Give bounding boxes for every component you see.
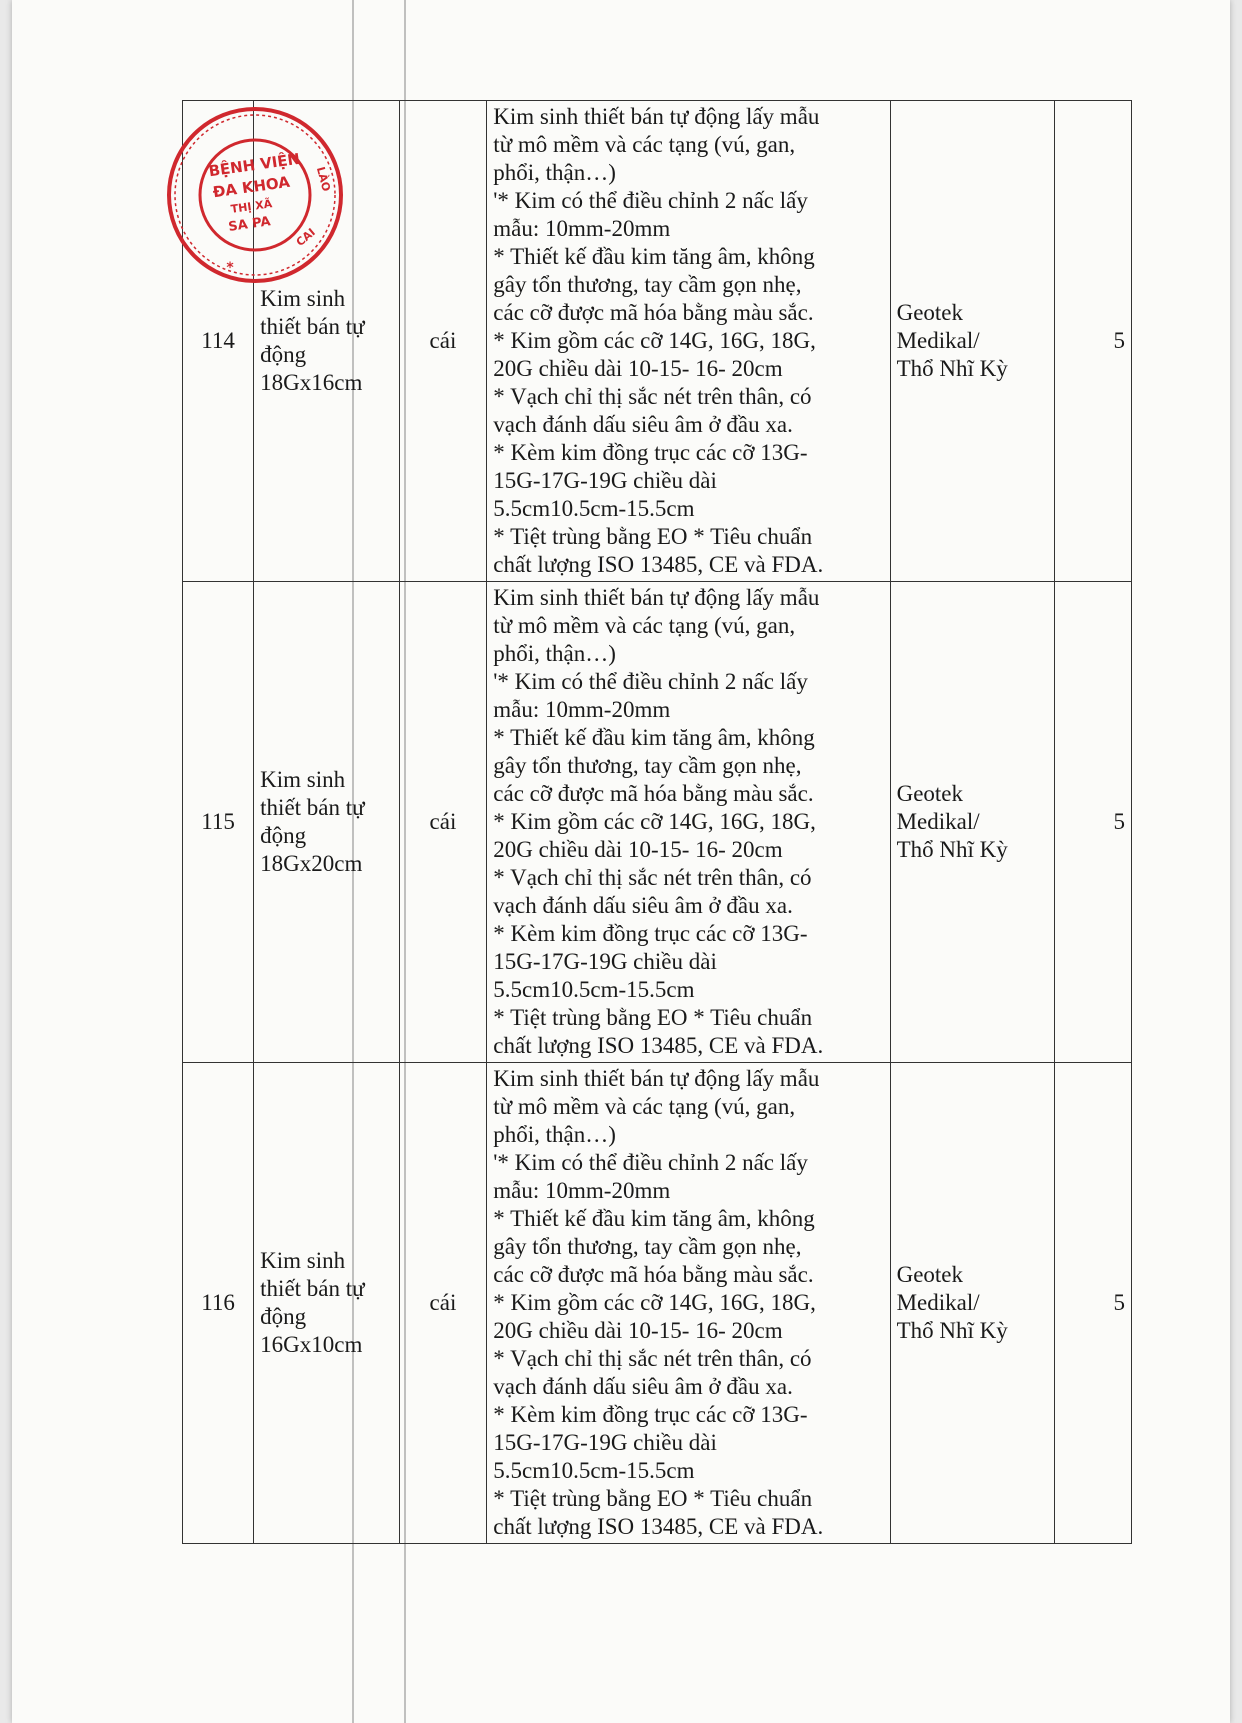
specification-cell xyxy=(487,101,890,582)
specification-line: 5.5cm10.5cm-15.5cm xyxy=(493,1458,695,1483)
specification-line: * Kèm kim đồng trục các cỡ 13G- xyxy=(493,921,808,946)
specification-line: vạch đánh dấu siêu âm ở đầu xa. xyxy=(493,1374,793,1399)
item-name-line: Kim sinh xyxy=(260,1248,346,1273)
item-name-cell xyxy=(254,582,399,1063)
item-name-line: động xyxy=(260,1304,307,1329)
specification-line: các cỡ được mã hóa bằng màu sắc. xyxy=(493,300,814,325)
row-number-cell: 115 xyxy=(183,582,254,1063)
origin-cell xyxy=(890,582,1054,1063)
specification-line: * Tiệt trùng bằng EO * Tiêu chuẩn xyxy=(493,1005,813,1030)
specification-cell xyxy=(487,1063,890,1544)
origin-line: Thổ Nhĩ Kỳ xyxy=(896,1318,1008,1343)
origin-cell xyxy=(890,101,1054,582)
specification-line: * Vạch chỉ thị sắc nét trên thân, có xyxy=(493,1346,812,1371)
origin-line: Geotek xyxy=(896,781,964,806)
specification-line: 15G-17G-19G chiều dài xyxy=(493,1430,717,1455)
specification-line: '* Kim có thể điều chỉnh 2 nấc lấy xyxy=(493,669,808,694)
svg-text:SA PA: SA PA xyxy=(227,214,272,235)
specification-line: Kim sinh thiết bán tự động lấy mẫu xyxy=(493,104,820,129)
specification-line: mẫu: 10mm-20mm xyxy=(493,697,671,722)
specification-line: '* Kim có thể điều chỉnh 2 nấc lấy xyxy=(493,1150,808,1175)
svg-text:ĐA KHOA: ĐA KHOA xyxy=(211,172,291,202)
specification-line: vạch đánh dấu siêu âm ở đầu xa. xyxy=(493,412,793,437)
specification-line: Kim sinh thiết bán tự động lấy mẫu xyxy=(493,585,820,610)
specification-line: phổi, thận…) xyxy=(493,1122,616,1147)
item-name-line: động xyxy=(260,823,307,848)
svg-text:LÀO: LÀO xyxy=(313,165,333,193)
specification-cell xyxy=(487,582,890,1063)
specification-line: * Vạch chỉ thị sắc nét trên thân, có xyxy=(493,865,812,890)
specification-line: 5.5cm10.5cm-15.5cm xyxy=(493,496,695,521)
specification-line: từ mô mềm và các tạng (vú, gan, xyxy=(493,1094,796,1119)
specification-line: các cỡ được mã hóa bằng màu sắc. xyxy=(493,781,814,806)
specification-line: * Tiệt trùng bằng EO * Tiêu chuẩn xyxy=(493,524,813,549)
unit-cell: cái xyxy=(399,101,487,582)
specification-line: 5.5cm10.5cm-15.5cm xyxy=(493,977,695,1002)
specification-line: * Vạch chỉ thị sắc nét trên thân, có xyxy=(493,384,812,409)
quantity-cell: 5 xyxy=(1054,582,1131,1063)
item-name-line: Kim sinh xyxy=(260,767,346,792)
specification-line: mẫu: 10mm-20mm xyxy=(493,1178,671,1203)
item-name-line: Kim sinh xyxy=(260,286,346,311)
specification-line: 15G-17G-19G chiều dài xyxy=(493,949,717,974)
document-page xyxy=(12,0,1230,1723)
specification-line: 15G-17G-19G chiều dài xyxy=(493,468,717,493)
specification-line: phổi, thận…) xyxy=(493,160,616,185)
specification-line: từ mô mềm và các tạng (vú, gan, xyxy=(493,613,796,638)
hospital-seal-stamp xyxy=(160,100,350,290)
specification-line: * Kèm kim đồng trục các cỡ 13G- xyxy=(493,440,808,465)
item-name-line: thiết bán tự xyxy=(260,795,365,820)
specification-line: * Kim gồm các cỡ 14G, 16G, 18G, xyxy=(493,328,816,353)
specification-line: * Thiết kế đầu kim tăng âm, không xyxy=(493,1206,815,1231)
items-table-body xyxy=(183,101,1132,1544)
quantity-cell: 5 xyxy=(1054,101,1131,582)
specification-line: Kim sinh thiết bán tự động lấy mẫu xyxy=(493,1066,820,1091)
item-name-line: động xyxy=(260,342,307,367)
table-row xyxy=(183,1063,1132,1544)
specification-line: * Kim gồm các cỡ 14G, 16G, 18G, xyxy=(493,1290,816,1315)
specification-line: chất lượng ISO 13485, CE và FDA. xyxy=(493,1514,824,1539)
specification-line: 20G chiều dài 10-15- 16- 20cm xyxy=(493,837,783,862)
svg-text:*: * xyxy=(226,260,234,276)
specification-line: * Kim gồm các cỡ 14G, 16G, 18G, xyxy=(493,809,816,834)
specification-line: '* Kim có thể điều chỉnh 2 nấc lấy xyxy=(493,188,808,213)
specification-line: các cỡ được mã hóa bằng màu sắc. xyxy=(493,1262,814,1287)
specification-line: * Tiệt trùng bằng EO * Tiêu chuẩn xyxy=(493,1486,813,1511)
specification-line: mẫu: 10mm-20mm xyxy=(493,216,671,241)
specification-line: gây tổn thương, tay cầm gọn nhẹ, xyxy=(493,1234,802,1259)
specification-line: 20G chiều dài 10-15- 16- 20cm xyxy=(493,356,783,381)
specification-line: chất lượng ISO 13485, CE và FDA. xyxy=(493,1033,824,1058)
row-number-cell: 114 xyxy=(183,101,254,582)
specification-line: 20G chiều dài 10-15- 16- 20cm xyxy=(493,1318,783,1343)
item-name-line: thiết bán tự xyxy=(260,314,365,339)
origin-line: Medikal/ xyxy=(896,809,980,834)
svg-text:BỆNH VIỆN: BỆNH VIỆN xyxy=(207,149,302,181)
specification-line: gây tổn thương, tay cầm gọn nhẹ, xyxy=(493,753,802,778)
item-name-line: thiết bán tự xyxy=(260,1276,365,1301)
item-name-cell xyxy=(254,1063,399,1544)
origin-line: Geotek xyxy=(896,300,964,325)
svg-text:THỊ XÃ: THỊ XÃ xyxy=(229,197,274,216)
origin-line: Thổ Nhĩ Kỳ xyxy=(896,837,1008,862)
specification-line: phổi, thận…) xyxy=(493,641,616,666)
origin-line: Thổ Nhĩ Kỳ xyxy=(896,356,1008,381)
unit-cell: cái xyxy=(399,582,487,1063)
row-number-cell: 116 xyxy=(183,1063,254,1544)
specification-line: * Kèm kim đồng trục các cỡ 13G- xyxy=(493,1402,808,1427)
specification-line: * Thiết kế đầu kim tăng âm, không xyxy=(493,244,815,269)
origin-cell xyxy=(890,1063,1054,1544)
specification-line: vạch đánh dấu siêu âm ở đầu xa. xyxy=(493,893,793,918)
origin-line: Medikal/ xyxy=(896,328,980,353)
item-name-line: 18Gx20cm xyxy=(260,851,363,876)
specification-line: chất lượng ISO 13485, CE và FDA. xyxy=(493,552,824,577)
svg-text:CAI: CAI xyxy=(293,225,318,249)
origin-line: Medikal/ xyxy=(896,1290,980,1315)
quantity-cell: 5 xyxy=(1054,1063,1131,1544)
specification-line: gây tổn thương, tay cầm gọn nhẹ, xyxy=(493,272,802,297)
specification-line: * Thiết kế đầu kim tăng âm, không xyxy=(493,725,815,750)
items-table xyxy=(182,100,1132,1544)
unit-cell: cái xyxy=(399,1063,487,1544)
table-row xyxy=(183,582,1132,1063)
item-name-line: 16Gx10cm xyxy=(260,1332,363,1357)
specification-line: từ mô mềm và các tạng (vú, gan, xyxy=(493,132,796,157)
item-name-line: 18Gx16cm xyxy=(260,370,363,395)
origin-line: Geotek xyxy=(896,1262,964,1287)
